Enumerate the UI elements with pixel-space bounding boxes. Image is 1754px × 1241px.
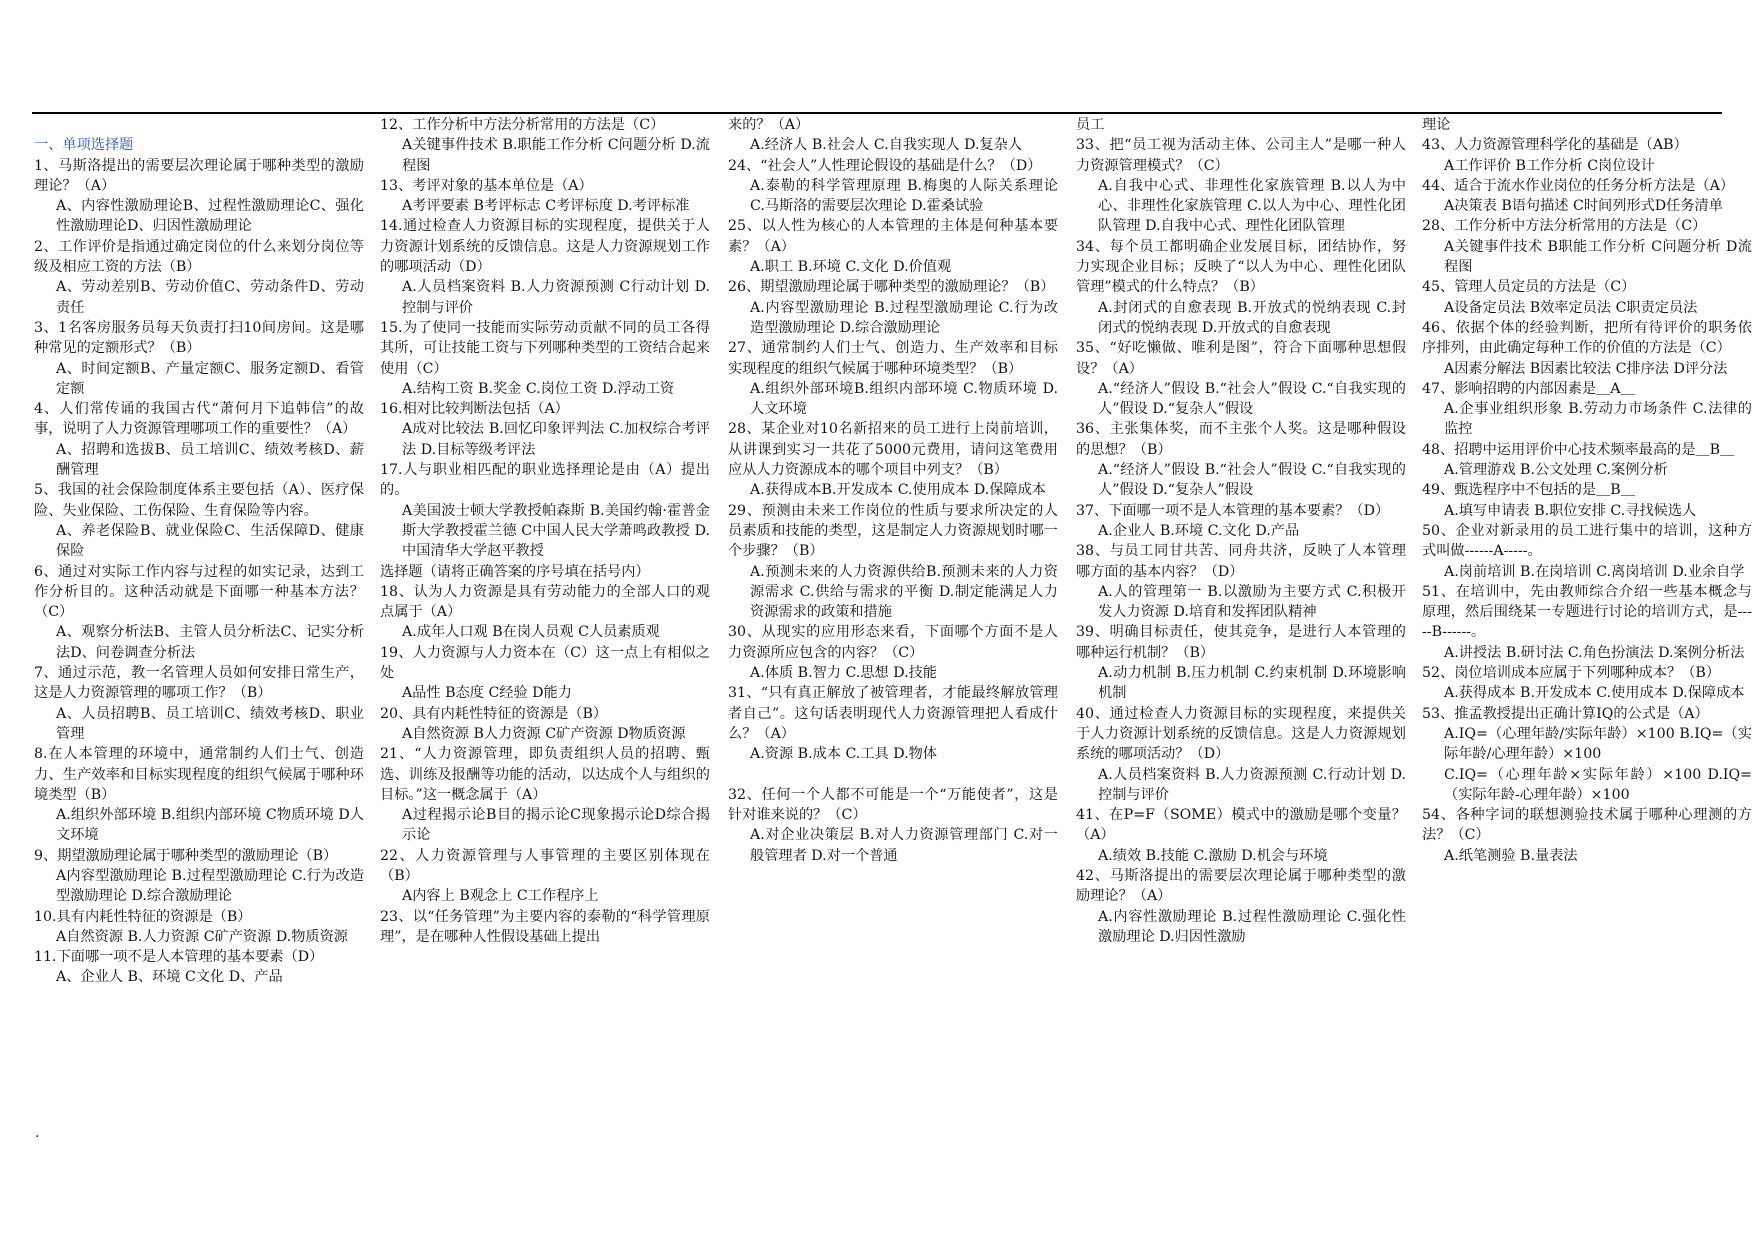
question-line: A成对比较法 B.回忆印象评判法 C.加权综合考评法 D.目标等级考评法 (402, 421, 710, 458)
question-line: A.泰勒的科学管理原理 B.梅奥的人际关系理论 C.马斯洛的需要层次理论 D.霍桑试验 (750, 177, 1058, 215)
question-line: A关键事件技术 B职能工作分析 C问题分析 D流程图 (1444, 238, 1752, 276)
question-line: 35、“好吃懒做、唯利是图”，符合下面哪种思想假设？（A） (1076, 340, 1406, 377)
question-line: 来的？（A） (728, 117, 810, 133)
question-line: A设备定员法 B效率定员法 C职责定员法 (1444, 299, 1698, 316)
question-line: A关键事件技术 B.职能工作分析 C问题分析 D.流程图 (402, 137, 710, 174)
question-line: A、人员招聘B、员工培训C、绩效考核D、职业管理 (56, 705, 364, 742)
column-2 (380, 115, 710, 947)
question-line: A.获得成本 B.开发成本 C.使用成本 D.保障成本 (1444, 685, 1745, 702)
question-line: A因素分解法 B因素比较法 C排序法 D评分法 (1444, 360, 1728, 377)
question-line: 11.下面哪一项不是人本管理的基本要素（D） (34, 949, 324, 966)
question-line: 54、各种字词的联想测验技术属于哪种心理测的方法？（C） (1422, 807, 1752, 844)
question-line: 7、通过示范，教一名管理人员如何安排日常生产，这是人力资源管理的哪项工作？（B） (34, 665, 364, 702)
question-line: 16.相对比较判断法包括（A） (380, 401, 569, 418)
question-line: 17.人与职业相匹配的职业选择理论是由（A）提出的。 (380, 462, 710, 499)
question-line: 50、企业对新录用的员工进行集中的培训，这种方式叫做------A-----。 (1422, 522, 1752, 560)
question-line: A.内容型激励理论 B.过程型激励理论 C.行为改造型激励理论 D.综合激励理论 (750, 299, 1058, 336)
column-3 (728, 115, 1058, 866)
question-line: 23、以“任务管理”为主要内容的泰勒的“科学管理原理”，是在哪种人性假设基础上提出 (380, 908, 710, 945)
question-line: A.“经济人”假设 B.“社会人”假设 C.“自我实现的人”假设 D.“复杂人”假设 (1098, 380, 1406, 418)
question-line: 29、预测由未来工作岗位的性质与要求所决定的人员素质和技能的类型，这是制定人力资源规划时哪一个步骤？（B） (728, 502, 1058, 560)
question-line: 24、“社会人”人性理论假设的基础是什么？（D） (728, 157, 1042, 174)
question-line: 13、考评对象的基本单位是（A） (380, 177, 593, 194)
question-line: 员工 (1076, 117, 1105, 133)
question-line: A.管理游戏 B.公文处理 C.案例分析 (1444, 462, 1668, 479)
question-line: A、时间定额B、产量定额C、服务定额D、看管定额 (56, 360, 364, 397)
question-line: C.IQ=（心理年龄×实际年龄）×100 D.IQ=（实际年龄-心理年龄）×100 (1444, 766, 1752, 803)
question-line: A品性 B态度 C经验 D能力 (402, 685, 572, 702)
question-line: A.填写申请表 B.职位安排 C.寻找候选人 (1444, 502, 1697, 519)
question-line (34, 115, 364, 135)
question-line: 43、人力资源管理科学化的基础是（AB） (1422, 137, 1688, 154)
question-line: A工作评价 B工作分析 C岗位设计 (1444, 157, 1655, 174)
question-line: 46、依据个体的经验判断，把所有待评价的职务依序排列，由此确定每种工作的价值的方法是（C） (1422, 319, 1752, 357)
question-line: 6、通过对实际工作内容与过程的如实记录，达到工作分析目的。这种活动就是下面哪一种基本方法？（C） (34, 563, 364, 621)
question-line: 22、人力资源管理与人事管理的主要区别体现在（B） (380, 847, 710, 884)
question-line: A内容上 B观念上 C工作程序上 (402, 888, 599, 905)
question-line: 42、马斯洛提出的需要层次理论属于哪种类型的激励理论？（A） (1076, 867, 1406, 905)
question-line: 36、主张集体奖，而不主张个人奖。这是哪种假设的思想？（B） (1076, 421, 1406, 458)
question-line: A.封闭式的自愈表现 B.开放式的悦纳表现 C.封闭式的悦纳表现 D.开放式的自愈表现 (1098, 299, 1406, 336)
question-line: A美国波士顿大学教授帕森斯 B.美国约翰·霍普金斯大学教授霍兰德 C中国人民大学萧鸣政教授 D.中国清华大学赵平教授 (402, 502, 710, 560)
question-line: A、养老保险B、就业保险C、生活保障D、健康保险 (56, 522, 364, 560)
question-line: A.资源 B.成本 C.工具 D.物体 (750, 746, 937, 763)
question-line: A、劳动差别B、劳动价值C、劳动条件D、劳动责任 (56, 279, 364, 316)
question-line: A.动力机制 B.压力机制 C.约束机制 D.环境影响机制 (1098, 665, 1406, 702)
question-line: 理论 (1422, 117, 1451, 133)
question-line: 37、下面哪一项不是人本管理的基本要素？（D） (1076, 502, 1390, 519)
question-line: A.结构工资 B.奖金 C.岗位工资 D.浮动工资 (402, 380, 675, 397)
question-line: 1、马斯洛提出的需要层次理论属于哪种类型的激励理论？（A） (34, 157, 364, 194)
column-5 (1422, 115, 1752, 866)
question-line: 9、期望激励理论属于哪种类型的激励理论（B） (34, 847, 338, 864)
question-line: 30、从现实的应用形态来看，下面哪个方面不是人力资源所应包含的内容？（C） (728, 624, 1058, 661)
question-line: 4、人们常传诵的我国古代“萧何月下追韩信”的故事，说明了人力资源管理哪项工作的重要性？（A） (34, 401, 364, 438)
question-line: A.对企业决策层 B.对人力资源管理部门 C.对一般管理者 D.对一个普通 (750, 827, 1058, 864)
question-line: 15.为了使同一技能而实际劳动贡献不同的员工各得其所，可让技能工资与下列哪种类型的工资结合起来使用（C） (380, 319, 710, 377)
question-line: A、企业人 B、环境 C文化 D、产品 (56, 969, 283, 986)
question-line: A.职工 B.环境 C.文化 D.价值观 (750, 259, 952, 276)
column-4 (1076, 115, 1406, 947)
question-line: 49、甄选程序中不包括的是＿B＿ (1422, 482, 1635, 499)
question-line: 33、把“员工视为活动主体、公司主人”是哪一种人力资源管理模式？（C） (1076, 137, 1406, 174)
question-line: A、内容性激励理论B、过程性激励理论C、强化性激励理论D、归因性激励理论 (56, 198, 364, 235)
question-line: 25、以人性为核心的人本管理的主体是何种基本要素？（A） (728, 218, 1058, 255)
question-line: A考评要素 B考评标志 C考评标度 D.考评标准 (402, 198, 690, 215)
question-line: 8.在人本管理的环境中，通常制约人们士气、创造力、生产效率和目标实现程度的组织气候属于哪种环境类型（B） (34, 746, 364, 803)
question-line: A.绩效 B.技能 C.激励 D.机会与环境 (1098, 847, 1328, 864)
question-line: 28、工作分析中方法分析常用的方法是（C） (1422, 218, 1707, 235)
question-line: A.讲授法 B.研讨法 C.角色扮演法 D.案例分析法 (1444, 644, 1745, 661)
question-line: A.成年人口观 B在岗人员观 C人员素质观 (402, 624, 660, 641)
question-line: A.组织外部环境B.组织内部环境 C.物质环境 D.人文环境 (750, 380, 1058, 418)
question-line: A.企事业组织形象 B.劳动力市场条件 C.法律的监控 (1444, 401, 1752, 438)
question-line: A自然资源 B.人力资源 C矿产资源 D.物质资源 (56, 928, 348, 945)
question-line: A过程揭示论B目的揭示论C现象揭示论D综合揭示论 (402, 807, 710, 844)
question-line: A自然资源 B人力资源 C矿产资源 D物质资源 (402, 725, 686, 742)
question-line: A决策表 B语句描述 C时间列形式D任务清单 (1444, 198, 1723, 215)
question-line (728, 765, 1058, 785)
question-line: A.组织外部环境 B.组织内部环境 C物质环境 D人文环境 (56, 807, 364, 844)
question-line: 32、任何一个人都不可能是一个“万能使者”，这是针对谁来说的？（C） (728, 786, 1058, 824)
question-line: 3、1名客房服务员每天负责打扫10间房间。这是哪种常见的定额形式？（B） (34, 319, 364, 357)
question-line: 26、期望激励理论属于哪种类型的激励理论？（B） (728, 279, 1055, 296)
question-line: 41、在P=F（SOME）模式中的激励是哪个变量？（A） (1076, 807, 1406, 844)
question-line: 21、“人力资源管理，即负责组织人员的招聘、甄选、训练及报酬等功能的活动，以达成个人与组织的目标。”这一概念属于（A） (380, 746, 710, 803)
question-line: 51、在培训中，先由教师综合介绍一些基本概念与原理，然后围绕某一专题进行讨论的培训方式，是-----B------。 (1422, 583, 1752, 641)
question-line: 52、岗位培训成本应属于下列哪种成本？（B） (1422, 665, 1721, 682)
question-line: A.IQ=（心理年龄/实际年龄）×100 B.IQ=（实际年龄/心理年龄）×100 (1444, 725, 1752, 763)
question-line: 31、“只有真正解放了被管理者，才能最终解放管理者自己”。这句话表明现代人力资源管理把人看成什么？（A） (728, 685, 1058, 742)
column-1 (34, 115, 364, 988)
question-line: 48、招聘中运用评价中心技术频率最高的是＿B＿ (1422, 441, 1735, 458)
question-line: A.人的管理第一 B.以激励为主要方式 C.积极开发人力资源 D.培育和发挥团队精神 (1098, 583, 1406, 621)
question-line: 27、通常制约人们士气、创造力、生产效率和目标实现程度的组织气候属于哪种环境类型？（B） (728, 340, 1058, 377)
question-line: A、观察分析法B、主管人员分析法C、记实分析法D、问卷调查分析法 (56, 624, 364, 661)
question-line: A.人员档案资料 B.人力资源预测 C.行动计划 D.控制与评价 (1098, 766, 1406, 803)
question-line: 38、与员工同甘共苦、同舟共济，反映了人本管理哪方面的基本内容？（D） (1076, 543, 1406, 580)
question-line: 选择题（请将正确答案的序号填在括号内） (380, 563, 650, 580)
question-line: A.内容性激励理论 B.过程性激励理论 C.强化性激励理论 D.归因性激励 (1098, 908, 1406, 945)
question-line: 28、某企业对10名新招来的员工进行上岗前培训，从讲课到实习一共花了5000元费用，请问这笔费用应从人力资源成本的哪个项目中列支？（B） (728, 421, 1058, 479)
question-line: 一、单项选择题 (34, 137, 134, 154)
question-line: A.“经济人”假设 B.“社会人”假设 C.“自我实现的人”假设 D.“复杂人”假设 (1098, 462, 1406, 499)
question-line: A.岗前培训 B.在岗培训 C.离岗培训 D.业余自学 (1444, 563, 1745, 580)
question-line: 10.具有内耗性特征的资源是（B） (34, 908, 252, 925)
question-line: 47、影响招聘的内部因素是＿A＿ (1422, 380, 1635, 397)
question-line: A内容型激励理论 B.过程型激励理论 C.行为改造型激励理论 D.综合激励理论 (56, 867, 364, 905)
question-line: 53、推孟教授提出正确计算IQ的公式是（A） (1422, 705, 1709, 722)
question-line: 20、具有内耗性特征的资源是（B） (380, 705, 608, 722)
question-line: 19、人力资源与人力资本在（C）这一点上有相似之处 (380, 644, 710, 682)
footer-mark: . (35, 1125, 40, 1141)
question-line: A、招聘和选拔B、员工培训C、绩效考核D、薪酬管理 (56, 441, 364, 479)
question-line: A.自我中心式、非理性化家族管理 B.以人为中心、非理性化家族管理 C.以人为中心、理性化团队管理 D.自我中心式、理性化团队管理 (1098, 177, 1406, 235)
question-line: A.经济人 B.社会人 C.自我实现人 D.复杂人 (750, 137, 1023, 154)
question-line: A.预测未来的人力资源供给B.预测未来的人力资源需求 C.供给与需求的平衡 D.制定能满足人力资源需求的政策和措施 (750, 563, 1058, 621)
question-line: 39、明确目标责任，使其竞争，是进行人本管理的哪种运行机制？（B） (1076, 624, 1406, 661)
question-line: 45、管理人员定员的方法是（C） (1422, 279, 1636, 296)
question-line: A.获得成本B.开发成本 C.使用成本 D.保障成本 (750, 482, 1046, 499)
question-line: 44、适合于流水作业岗位的任务分析方法是（A） (1422, 177, 1735, 194)
question-line: 34、每个员工都明确企业发展目标，团结协作，努力实现企业目标；反映了“以人为中心、理性化团队管理”模式的什么特点？（B） (1076, 238, 1406, 296)
question-line: A.人员档案资料 B.人力资源预测 C行动计划 D.控制与评价 (402, 279, 710, 316)
question-line: 40、通过检查人力资源目标的实现程度，来提供关于人力资源计划系统的反馈信息。这是人力资源规划系统的哪项活动？（D） (1076, 705, 1406, 763)
question-line: 2、工作评价是指通过确定岗位的什么来划分岗位等级及相应工资的方法（B） (34, 238, 364, 276)
question-line: A.体质 B.智力 C.思想 D.技能 (750, 665, 937, 682)
question-line: 18、认为人力资源是具有劳动能力的全部人口的观点属于（A） (380, 583, 710, 621)
question-line: A.纸笔测验 B.量表法 (1444, 847, 1578, 864)
top-rule (32, 112, 1722, 114)
question-line: 12、工作分析中方法分析常用的方法是（C） (380, 117, 665, 133)
question-line: 14.通过检查人力资源目标的实现程度，提供关于人力资源计划系统的反馈信息。这是人力资源规划工作的哪项活动（D） (380, 218, 710, 276)
question-line: A.企业人 B.环境 C.文化 D.产品 (1098, 522, 1300, 539)
question-line: 5、我国的社会保险制度体系主要包括（A）、医疗保险、失业保险、工伤保险、生育保险等内容。 (34, 482, 364, 519)
